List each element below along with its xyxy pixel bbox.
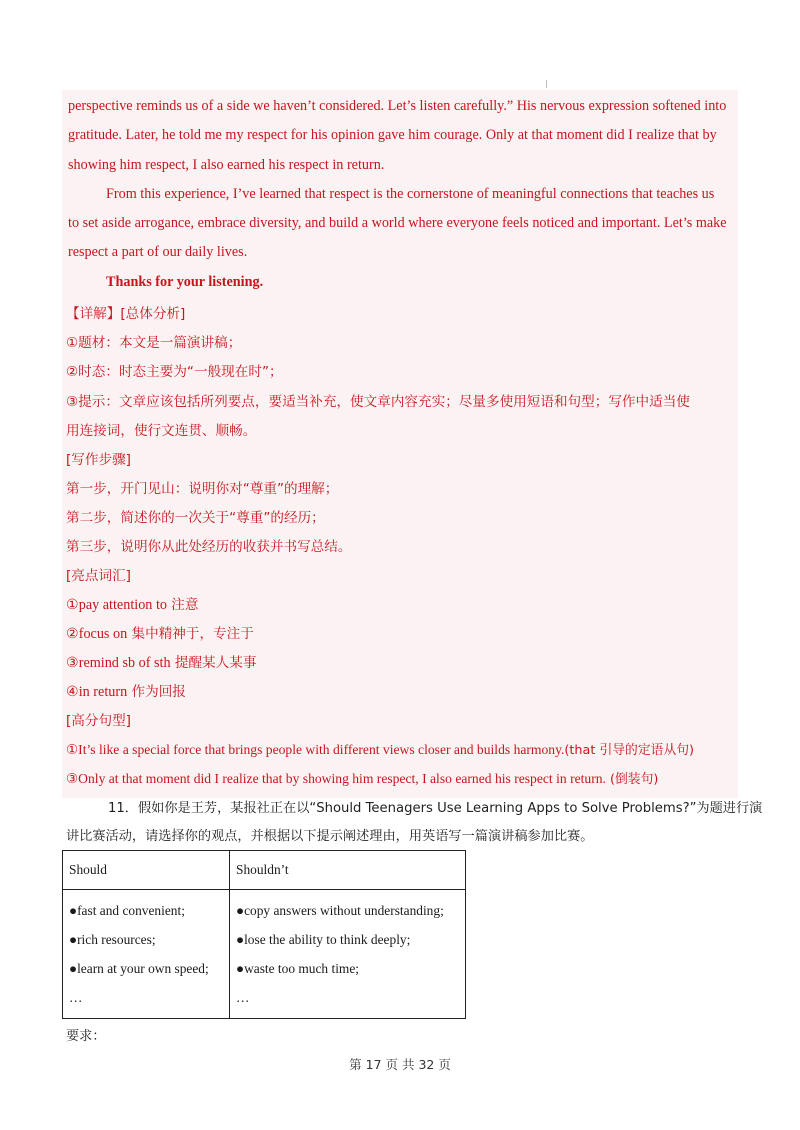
step-item: 第一步，开门见山：说明你对“尊重”的理解； [66, 481, 339, 497]
answer-para1-line3: showing him respect, I also earned his respect in return. [68, 157, 385, 173]
analysis-item: 用连接词，使行文连贯、顺畅。 [66, 423, 257, 439]
shouldnt-points [230, 890, 466, 1019]
answer-para2-line2: to set aside arrogance, embrace diversity, and build a world where everyone feels noticed and important. Let’s make [68, 215, 727, 231]
analysis-item: ③提示：文章应该包括所列要点，要适当补充，使文章内容充实；尽量多使用短语和句型；写作中适当使 [66, 394, 690, 410]
sentence-item: ③Only at that moment did I realize that by showing him respect, I also earned his respect in return. (倒装句) [66, 771, 659, 787]
list-item: … [236, 990, 250, 1005]
list-item: ●copy answers without understanding; [236, 903, 444, 918]
list-item: ●waste too much time; [236, 961, 360, 976]
table-header-row [63, 851, 466, 890]
sentence-header: [高分句型] [66, 713, 131, 729]
analysis-item: ②时态：时态主要为“一般现在时”； [66, 364, 283, 380]
comparison-table [62, 850, 466, 1019]
should-points [63, 890, 230, 1019]
analysis-header: 【详解】[总体分析] [66, 306, 186, 322]
vocab-item: ①pay attention to 注意 [66, 597, 199, 613]
sentence-item: ①It’s like a special force that brings people with different views closer and builds harmony.(that 引导的定语从句) [66, 742, 695, 758]
page-footer: 第 17 页 共 32 页 [349, 1057, 451, 1072]
vocab-item: ②focus on 集中精神于，专注于 [66, 626, 254, 642]
steps-header: [写作步骤] [66, 452, 131, 468]
vocab-item: ④in return 作为回报 [66, 684, 186, 700]
vocab-item: ③remind sb of sth 提醒某人某事 [66, 655, 257, 671]
table-row [63, 890, 466, 1019]
page-mark [546, 80, 547, 88]
answer-para2-line1: From this experience, I’ve learned that respect is the cornerstone of meaningful connections that teaches us [106, 186, 715, 202]
answer-para1-line1: perspective reminds us of a side we haven’t considered. Let’s listen carefully.” His nervous expression softened into [68, 98, 727, 114]
list-item: ●lose the ability to think deeply; [236, 932, 411, 947]
list-item: ●fast and convenient; [69, 903, 185, 918]
answer-para2-line3: respect a part of our daily lives. [68, 244, 248, 260]
answer-closing: Thanks for your listening. [106, 274, 264, 290]
question-line1: 11．假如你是王芳，某报社正在以“Should Teenagers Use Learning Apps to Solve Problems?”为题进行演 [108, 801, 763, 816]
question-line2: 讲比赛活动，请选择你的观点，并根据以下提示阐述理由，用英语写一篇演讲稿参加比赛。 [66, 829, 594, 844]
vocab-header: [亮点词汇] [66, 568, 131, 584]
list-item: ●rich resources; [69, 932, 156, 947]
table-header-should: Should [63, 851, 230, 890]
step-item: 第二步，简述你的一次关于“尊重”的经历； [66, 510, 325, 526]
analysis-item: ①题材：本文是一篇演讲稿； [66, 335, 242, 351]
list-item: … [69, 990, 83, 1005]
answer-para1-line2: gratitude. Later, he told me my respect for his opinion gave him courage. Only at that moment did I realize that by [68, 127, 717, 143]
list-item: ●learn at your own speed; [69, 961, 209, 976]
requirement-label: 要求： [66, 1029, 106, 1044]
table-header-shouldnt: Shouldn’t [230, 851, 466, 890]
step-item: 第三步，说明你从此处经历的收获并书写总结。 [66, 539, 352, 555]
